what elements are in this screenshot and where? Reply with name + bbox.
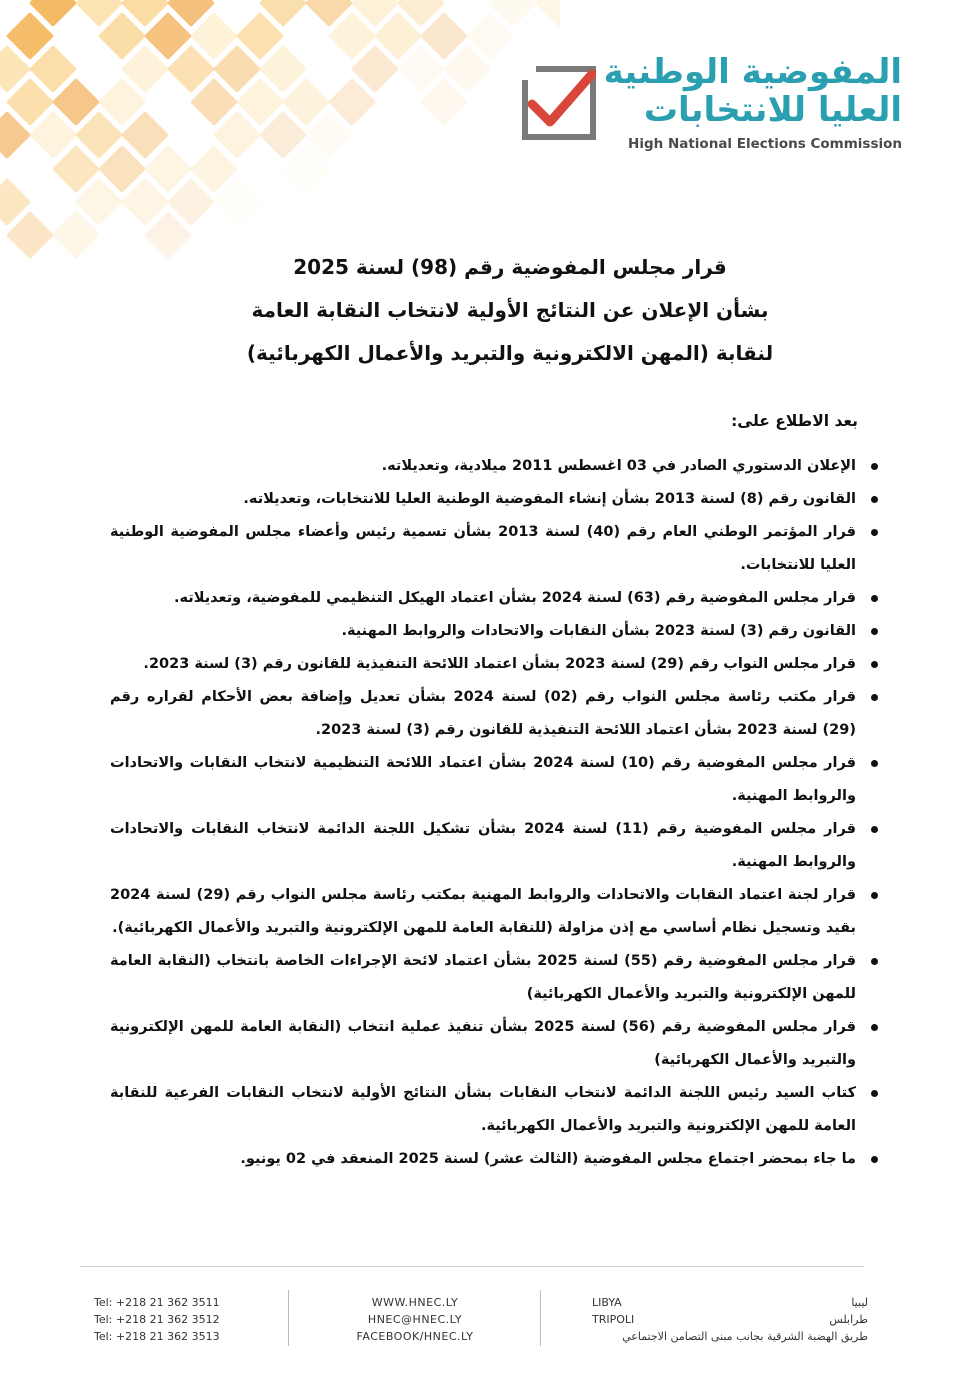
footer-web (300, 1294, 530, 1345)
bullet-icon (871, 1156, 878, 1163)
footer-address (592, 1294, 868, 1345)
decision-title (150, 246, 870, 375)
country-en: LIBYA (592, 1296, 622, 1309)
bullet-icon (871, 661, 878, 668)
facebook-link[interactable]: FACEBOOK/HNEC.LY (356, 1330, 474, 1343)
website-link[interactable]: WWW.HNEC.LY (371, 1296, 459, 1309)
title-line-2: بشأن الإعلان عن النتائج الأولية لانتخاب النقابة العامة (251, 298, 769, 322)
phone-number: Tel: +218 21 362 3512 (94, 1313, 220, 1326)
bullet-icon (871, 463, 878, 470)
list-item: قرار لجنة اعتماد النقابات والاتحادات والروابط المهنية بمكتب رئاسة مجلس النواب رقم (29) لسنة 2024 بقيد وتسجيل نظام أساسي مع إذن مزاولة (للنقابة العامة للمهن الإلكترونية والتبريد والأعمال الكهربائية). (110, 879, 880, 945)
list-item: قرار المؤتمر الوطني العام رقم (40) لسنة 2013 بشأن تسمية رئيس وأعضاء مجلس المفوضية الوطنية العليا للانتخابات. (110, 516, 880, 582)
list-item: الإعلان الدستوري الصادر في 03 اغسطس 2011 ميلادية، وتعديلاته. (110, 450, 880, 483)
bullet-icon (871, 760, 878, 767)
bullet-icon (871, 496, 878, 503)
list-item: قرار مجلس النواب رقم (29) لسنة 2023 بشأن اعتماد اللائحة التنفيذية للقانون رقم (3) لسنة 2023. (110, 648, 880, 681)
hnec-logo (522, 52, 902, 158)
footer (0, 1290, 972, 1360)
list-item: كتاب السيد رئيس اللجنة الدائمة لانتخاب النقابات بشأن النتائج الأولية لانتخاب النقابات الفرعية للنقابة العامة للمهن الإلكترونية والتبريد والأعمال الكهربائية. (110, 1077, 880, 1143)
list-item: قرار مكتب رئاسة مجلس النواب رقم (02) لسنة 2024 بشأن تعديل وإضافة بعض الأحكام لقراره رقم (29) لسنة 2023 بشأن اعتماد اللائحة التنفيذية للقانون رقم (3) لسنة 2023. (110, 681, 880, 747)
bullet-icon (871, 694, 878, 701)
bullet-icon (871, 958, 878, 965)
phone-number: Tel: +218 21 362 3513 (94, 1330, 220, 1343)
logo-arabic-line2: العليا للانتخابات (643, 90, 902, 130)
address-ar: طريق الهضبة الشرقية بجانب مبنى التصامن الاجتماعي (622, 1330, 868, 1343)
list-item: قرار مجلس المفوضية رقم (11) لسنة 2024 بشأن تشكيل اللجنة الدائمة لانتخاب النقابات والاتحادات والروابط المهنية. (110, 813, 880, 879)
country-ar: ليبيا (851, 1296, 868, 1309)
intro-heading: بعد الاطلاع على: (731, 412, 858, 430)
bullet-icon (871, 826, 878, 833)
logo-english-name: High National Elections Commission (628, 136, 902, 152)
bullet-icon (871, 1090, 878, 1097)
logo-checkmark-icon (522, 66, 596, 140)
decorative-diamond (535, 0, 560, 27)
list-item: ما جاء بمحضر اجتماع مجلس المفوضية (الثالث عشر) لسنة 2025 المنعقد في 02 يونيو. (110, 1143, 880, 1176)
footer-phones (94, 1294, 220, 1345)
city-en: TRIPOLI (592, 1313, 635, 1326)
bullet-icon (871, 892, 878, 899)
title-line-3: لنقابة (المهن الالكترونية والتبريد والأعمال الكهربائية) (246, 341, 774, 365)
bullet-icon (871, 529, 878, 536)
references-list (110, 450, 880, 1176)
bullet-icon (871, 628, 878, 635)
list-item: قرار مجلس المفوضية رقم (56) لسنة 2025 بشأن تنفيذ عملية انتخاب (النقابة العامة للمهن الإلكترونية والتبريد والأعمال الكهربائية) (110, 1011, 880, 1077)
list-item: قرار مجلس المفوضية رقم (55) لسنة 2025 بشأن اعتماد لائحة الإجراءات الخاصة بانتخاب (النقابة العامة للمهن الإلكترونية والتبريد والأعمال الكهربائية) (110, 945, 880, 1011)
list-item: القانون رقم (3) لسنة 2023 بشأن النقابات والاتحادات والروابط المهنية. (110, 615, 880, 648)
bullet-icon (871, 1024, 878, 1031)
list-item: قرار مجلس المفوضية رقم (63) لسنة 2024 بشأن اعتماد الهيكل التنظيمي للمفوضية، وتعديلاته. (110, 582, 880, 615)
footer-divider (80, 1266, 864, 1267)
logo-arabic-line1: المفوضية الوطنية (603, 52, 902, 92)
phone-number: Tel: +218 21 362 3511 (94, 1296, 220, 1309)
email-link[interactable]: HNEC@HNEC.LY (367, 1313, 463, 1326)
bullet-icon (871, 595, 878, 602)
footer-separator (540, 1290, 541, 1346)
title-line-1: قرار مجلس المفوضية رقم (98) لسنة 2025 (293, 255, 727, 279)
list-item: القانون رقم (8) لسنة 2013 بشأن إنشاء المفوضية الوطنية العليا للانتخابات، وتعديلاته. (110, 483, 880, 516)
footer-separator (288, 1290, 289, 1346)
list-item: قرار مجلس المفوضية رقم (10) لسنة 2024 بشأن اعتماد اللائحة التنظيمية لانتخاب النقابات والاتحادات والروابط المهنية. (110, 747, 880, 813)
city-ar: طرابلس (829, 1313, 868, 1326)
